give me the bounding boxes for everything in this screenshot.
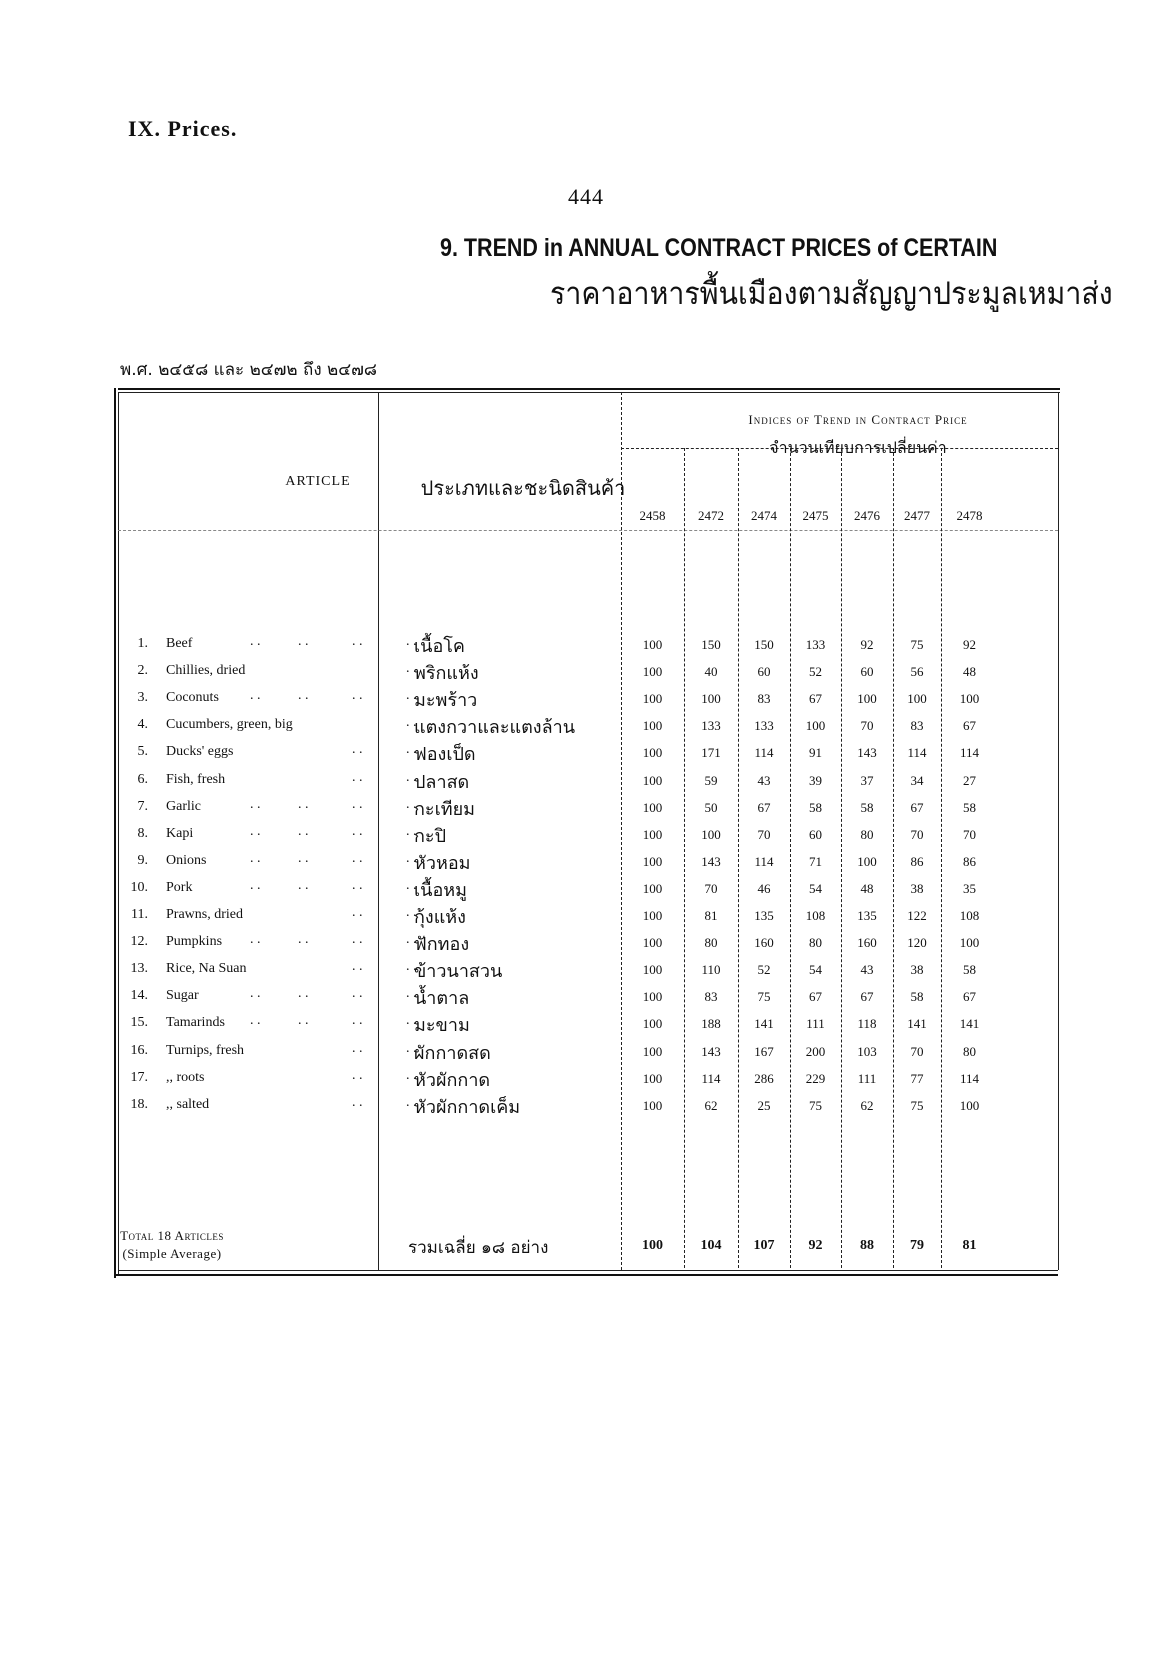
year-header: 2458 — [639, 508, 666, 523]
index-value: 100 — [642, 637, 663, 652]
table-row: 6. Fish, fresh . . . . ปลาสด 100 59 43 39 37 34 27 — [118, 766, 1060, 795]
article-name-th: หัวผักกาด — [414, 1069, 491, 1091]
article-name: Pork — [166, 879, 193, 895]
index-value: 60 — [860, 664, 874, 680]
row-number: 17. — [130, 1069, 148, 1085]
row-number: 15. — [130, 1015, 148, 1031]
article-name-th: เนื้อโค — [414, 636, 465, 657]
row-number: 14. — [130, 988, 148, 1004]
table-title-th: ราคาอาหารพื้นเมืองตามสัญญาประมูลเหมาส่ง — [550, 276, 1113, 312]
index-value: 100 — [642, 853, 663, 869]
index-value: 37 — [860, 772, 874, 788]
total-value: 100 — [642, 1238, 663, 1253]
index-value: 100 — [642, 1097, 663, 1113]
index-value: 108 — [805, 908, 826, 923]
index-value: 67 — [809, 691, 822, 707]
table-row: 15. Tamarinds . . . . . . . . มะขาม 100 188 141 111 118 141 141 — [118, 1009, 1060, 1038]
index-value: 100 — [642, 935, 663, 951]
period-th: พ.ศ. ๒๔๕๘ และ ๒๔๗๒ ถึง ๒๔๗๘ — [120, 360, 378, 380]
index-value: 83 — [910, 718, 924, 734]
index-value: 86 — [910, 853, 924, 869]
index-value: 59 — [704, 772, 718, 788]
index-value: 114 — [959, 1070, 980, 1086]
index-value: 133 — [754, 718, 774, 734]
index-value: 100 — [857, 853, 877, 869]
table-row: 18. ,, salted . . . . หัวผักกาดเค็ม 100 62 25 75 62 75 100 — [118, 1091, 1060, 1120]
index-value: 100 — [642, 880, 663, 896]
index-value: 188 — [701, 1016, 721, 1032]
index-value: 171 — [701, 745, 721, 761]
header-indices-en: Indices of Trend in Contract Price — [748, 412, 968, 427]
row-number: 8. — [137, 825, 148, 841]
article-name-th: ฟองเป็ด — [414, 744, 476, 766]
index-value: 100 — [959, 691, 980, 707]
article-name: Ducks' eggs — [166, 744, 234, 760]
index-value: 71 — [809, 853, 822, 869]
index-value: 83 — [704, 989, 718, 1005]
article-name-th: หัวหอม — [414, 852, 471, 874]
article-name-th: เนื้อหมู — [414, 879, 467, 901]
table-row: 9. Onions . . . . . . . . หัวหอม 100 143 114 71 100 86 86 — [118, 847, 1060, 876]
index-value: 114 — [907, 745, 927, 761]
article-name: Turnips, fresh — [166, 1042, 245, 1058]
index-value: 100 — [642, 962, 663, 978]
article-name: Chillies, dried — [166, 663, 246, 679]
total-value: 81 — [962, 1238, 977, 1253]
article-name: Rice, Na Suan — [166, 961, 247, 977]
index-value: 114 — [701, 1070, 721, 1086]
index-value: 62 — [860, 1097, 874, 1113]
index-value: 100 — [701, 691, 721, 707]
article-name-th: มะขาม — [414, 1015, 470, 1037]
year-header: 2472 — [698, 508, 724, 523]
index-value: 286 — [754, 1070, 774, 1086]
index-value: 58 — [963, 962, 976, 978]
article-name: ,, salted — [166, 1096, 210, 1112]
index-value: 111 — [806, 1016, 825, 1032]
total-value: 107 — [753, 1238, 775, 1253]
index-value: 143 — [701, 853, 721, 869]
index-value: 91 — [809, 745, 822, 761]
bottom-border — [114, 1274, 1058, 1276]
row-number: 6. — [137, 771, 148, 787]
index-value: 80 — [860, 826, 874, 842]
index-value: 100 — [959, 1097, 980, 1113]
article-name-th: แตงกวาและแตงล้าน — [414, 717, 576, 739]
total-value: 88 — [860, 1238, 874, 1253]
index-value: 67 — [757, 799, 771, 815]
article-name: Coconuts — [166, 690, 219, 706]
index-value: 70 — [910, 826, 924, 842]
index-value: 100 — [857, 691, 877, 707]
index-value: 200 — [805, 1043, 826, 1059]
index-value: 141 — [907, 1016, 927, 1032]
price-table — [118, 390, 1060, 1278]
table-row: 16. Turnips, fresh . . . . ผักกาดสด 100 143 167 200 103 70 80 — [118, 1037, 1060, 1066]
article-name: Fish, fresh — [166, 771, 226, 787]
index-value: 70 — [963, 826, 976, 842]
article-name: Tamarinds — [166, 1015, 225, 1031]
index-value: 52 — [757, 962, 771, 978]
index-value: 70 — [910, 1043, 924, 1059]
index-value: 52 — [809, 664, 822, 680]
index-value: 70 — [704, 880, 718, 896]
table-row: 10. Pork . . . . . . . . เนื้อหมู 100 70 46 54 48 38 35 — [118, 874, 1060, 903]
index-value: 50 — [704, 799, 718, 815]
total-label-en — [62, 1227, 282, 1263]
row-number: 10. — [130, 879, 148, 895]
index-value: 58 — [910, 989, 924, 1005]
index-value: 67 — [860, 989, 874, 1005]
index-value: 83 — [757, 691, 771, 707]
article-name: Garlic — [166, 798, 201, 814]
table-row: 13. Rice, Na Suan . . . . ข้าวนาสวน 100 110 52 54 43 38 58 — [118, 955, 1060, 984]
section-heading: IX. Prices. — [128, 116, 238, 141]
index-value: 160 — [754, 935, 774, 951]
index-value: 70 — [757, 826, 771, 842]
article-name-th: กะปิ — [414, 825, 446, 847]
index-value: 92 — [963, 637, 976, 652]
table-row: 14. Sugar . . . . . . . . น้ำตาล 100 83 75 67 67 58 67 — [118, 982, 1060, 1011]
index-value: 100 — [642, 989, 663, 1005]
article-name-th: ข้าวนาสวน — [414, 961, 503, 983]
index-value: 111 — [857, 1070, 877, 1086]
index-value: 48 — [860, 880, 874, 896]
index-value: 114 — [754, 853, 774, 869]
index-value: 108 — [959, 908, 980, 923]
table-row: 2. Chillies, dried . . พริกแห้ง 100 40 60 52 60 56 48 — [118, 657, 1060, 686]
index-value: 75 — [809, 1097, 822, 1113]
index-value: 58 — [860, 799, 874, 815]
header-article: ARTICLE — [285, 474, 351, 489]
index-value: 100 — [642, 1070, 663, 1086]
top-border-inner — [118, 392, 1060, 393]
index-value: 77 — [910, 1070, 924, 1086]
index-value: 135 — [754, 908, 774, 923]
index-value: 143 — [701, 1043, 721, 1059]
index-value: 58 — [809, 799, 822, 815]
total-value: 79 — [910, 1238, 924, 1253]
header-article-th: ประเภทและชะนิดสินค้า — [420, 476, 626, 500]
index-value: 100 — [642, 718, 663, 734]
article-name: Sugar — [166, 988, 199, 1004]
article-name-th: ฟักทอง — [414, 934, 470, 956]
index-value: 56 — [910, 664, 924, 680]
table-title-en: 9. TREND in ANNUAL CONTRACT PRICES of CERTAIN — [440, 234, 998, 262]
index-value: 81 — [704, 908, 718, 923]
index-value: 100 — [642, 745, 663, 761]
index-value: 70 — [860, 718, 874, 734]
index-value: 114 — [959, 745, 980, 761]
index-value: 67 — [910, 799, 924, 815]
index-value: 114 — [754, 745, 774, 761]
index-value: 54 — [809, 962, 822, 978]
index-value: 150 — [701, 637, 721, 652]
year-header: 2477 — [904, 508, 930, 523]
total-label-line1: Total 18 Articles — [120, 1228, 224, 1243]
table-row: 12. Pumpkins . . . . . . . . ฟักทอง 100 80 160 80 160 120 100 — [118, 928, 1060, 957]
index-value: 34 — [910, 772, 924, 788]
index-value: 150 — [754, 637, 774, 652]
index-value: 100 — [642, 691, 663, 707]
index-value: 43 — [757, 772, 771, 788]
index-value: 38 — [910, 880, 924, 896]
index-value: 38 — [910, 962, 924, 978]
index-value: 141 — [959, 1016, 980, 1032]
index-value: 80 — [809, 935, 822, 951]
row-number: 18. — [130, 1096, 148, 1112]
index-value: 25 — [757, 1097, 771, 1113]
index-value: 100 — [642, 1043, 663, 1059]
total-label-line2: (Simple Average) — [122, 1246, 222, 1261]
row-number: 13. — [130, 961, 148, 977]
index-value: 54 — [809, 880, 822, 896]
index-value: 67 — [963, 718, 976, 734]
article-name-th: ผักกาดสด — [414, 1042, 491, 1064]
index-value: 100 — [805, 718, 826, 734]
index-value: 118 — [857, 1016, 877, 1032]
index-value: 80 — [704, 935, 718, 951]
index-value: 100 — [642, 826, 663, 842]
table-row: 7. Garlic . . . . . . . . กะเทียม 100 50 67 58 58 67 58 — [118, 793, 1060, 822]
table-row: 4. Cucumbers, green, big . . แตงกวาและแตงล้าน 100 133 133 100 70 83 67 — [118, 711, 1060, 740]
index-value: 160 — [857, 935, 877, 951]
table-row: 1. Beef . . . . . . . . เนื้อโค 100 150 150 133 92 75 92 — [118, 630, 1060, 659]
total-value: 104 — [700, 1238, 722, 1253]
index-value: 143 — [857, 745, 877, 761]
table-row: 17. ,, roots . . . . หัวผักกาด 100 114 286 229 111 77 114 — [118, 1064, 1060, 1093]
index-value: 48 — [963, 664, 976, 680]
header-divider — [118, 530, 1058, 531]
row-number: 11. — [131, 907, 148, 922]
row-number: 4. — [137, 717, 148, 733]
table-row: 11. Prawns, dried . . . . กุ้งแห้ง 100 81 135 108 135 122 108 — [118, 901, 1060, 930]
index-value: 122 — [907, 908, 927, 923]
index-value: 100 — [642, 908, 663, 923]
total-label-th: รวมเฉลี่ย ๑๘ อย่าง — [408, 1238, 549, 1258]
index-value: 75 — [910, 637, 924, 652]
table-row: 5. Ducks' eggs . . . . ฟองเป็ด 100 171 114 91 143 114 114 — [118, 738, 1060, 767]
top-border — [118, 388, 1060, 390]
row-number: 16. — [130, 1042, 148, 1058]
index-value: 86 — [963, 853, 976, 869]
year-header: 2478 — [956, 508, 983, 523]
article-name: Cucumbers, green, big — [166, 717, 293, 733]
index-value: 110 — [701, 962, 721, 978]
row-number: 2. — [137, 663, 148, 679]
row-number: 5. — [137, 744, 148, 760]
index-value: 39 — [809, 772, 822, 788]
index-value: 167 — [754, 1043, 774, 1059]
year-header: 2474 — [751, 508, 777, 523]
index-value: 135 — [857, 908, 877, 923]
index-value: 100 — [642, 664, 663, 680]
index-value: 60 — [757, 664, 771, 680]
row-number: 12. — [130, 934, 148, 950]
index-value: 46 — [757, 880, 771, 896]
index-value: 100 — [701, 826, 721, 842]
index-value: 35 — [963, 880, 976, 896]
index-value: 103 — [857, 1043, 877, 1059]
row-number: 1. — [137, 636, 148, 651]
table-row: 8. Kapi . . . . . . . . กะปิ 100 100 70 60 80 70 70 — [118, 820, 1060, 849]
article-name-th: หัวผักกาดเค็ม — [414, 1096, 521, 1118]
article-name-th: น้ำตาล — [414, 988, 470, 1010]
article-name: Kapi — [166, 825, 194, 841]
left-border — [114, 388, 116, 1278]
index-value: 100 — [642, 772, 663, 788]
bottom-border-inner — [118, 1270, 1058, 1271]
index-value: 67 — [809, 989, 822, 1005]
article-name: ,, roots — [166, 1069, 205, 1085]
index-value: 133 — [805, 637, 826, 652]
index-value: 67 — [963, 989, 976, 1005]
index-value: 229 — [805, 1070, 826, 1086]
index-value: 60 — [809, 826, 822, 842]
row-number: 9. — [137, 852, 148, 868]
index-value: 75 — [910, 1097, 924, 1113]
index-value: 43 — [860, 962, 874, 978]
article-name-th: พริกแห้ง — [414, 663, 479, 685]
index-value: 92 — [860, 637, 874, 652]
article-name-th: มะพร้าว — [414, 690, 478, 712]
header-indices-th: จำนวนเทียบการเปลี่ยนค่า — [769, 438, 947, 457]
index-value: 120 — [907, 935, 927, 951]
index-value: 58 — [963, 799, 976, 815]
article-name-th: ปลาสด — [414, 771, 470, 793]
index-value: 141 — [754, 1016, 774, 1032]
index-value: 62 — [704, 1097, 718, 1113]
index-value: 75 — [757, 989, 771, 1005]
article-name-th: กุ้งแห้ง — [414, 907, 466, 928]
article-name: Pumpkins — [166, 934, 223, 950]
index-value: 27 — [963, 772, 976, 788]
page-number: 444 — [568, 184, 604, 209]
table-row: 3. Coconuts . . . . . . . . มะพร้าว 100 100 83 67 100 100 100 — [118, 684, 1060, 713]
article-name: Prawns, dried — [166, 907, 243, 922]
index-value: 40 — [704, 664, 718, 680]
index-value: 80 — [963, 1043, 976, 1059]
index-value: 133 — [701, 718, 721, 734]
article-name-th: กะเทียม — [414, 798, 475, 820]
article-name: Beef — [166, 636, 193, 651]
index-value: 100 — [907, 691, 927, 707]
row-number: 3. — [137, 690, 148, 706]
row-number: 7. — [137, 798, 148, 814]
index-value: 100 — [959, 935, 980, 951]
index-value: 100 — [642, 1016, 663, 1032]
year-header: 2475 — [802, 508, 829, 523]
index-value: 100 — [642, 799, 663, 815]
year-header: 2476 — [854, 508, 880, 523]
total-value: 92 — [808, 1238, 823, 1253]
article-name: Onions — [166, 852, 207, 868]
